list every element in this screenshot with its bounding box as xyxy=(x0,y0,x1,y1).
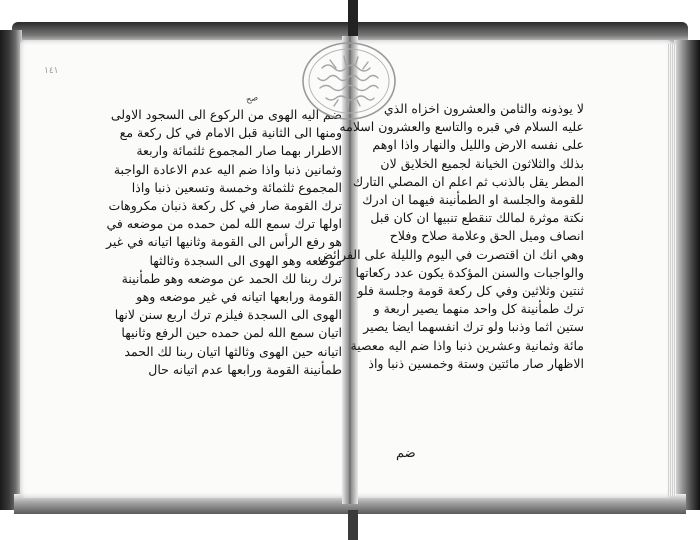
right-page-text-line: بذلك والثلاثون الخيانة لجميع الخلايق لان xyxy=(380,155,584,171)
catchword: ضم xyxy=(396,446,416,461)
right-page-text-line: ثنتين وثلاثين وفي كل ركعة قومة وجلسة فلو xyxy=(357,283,584,299)
spine-bottom-binding xyxy=(348,510,358,540)
left-page-text xyxy=(105,106,342,379)
left-page-text-line: طمأنينة القومة ورابعها عدم اتيانه حال xyxy=(148,361,342,377)
marginal-note: صح xyxy=(245,92,259,105)
left-page-text-line: ترك ربنا لك الحمد عن موضعه وهو طمأنينة xyxy=(121,270,342,286)
ownership-seal-stamp xyxy=(300,40,398,122)
left-page-text-line: ومنها الى الثانية قبل الامام في كل ركعة مع xyxy=(119,125,342,141)
left-page-text-line: ترك القومة صار في كل ركعة ذنبان مكروهات xyxy=(108,198,342,214)
right-page-text-line: وهي انك ان اقتصرت في اليوم والليلة على الفرائض xyxy=(317,246,584,262)
right-page-text-line: نكتة موثرة لمالك تنقطع تنبيها ان كان قبل xyxy=(370,210,584,226)
right-page-text-line: انصاف وميل الحق وعلامة صلاح وفلاح xyxy=(389,228,584,244)
book-right-cover xyxy=(674,40,700,510)
right-page-text-line: والواجبات والسنن المؤكدة يكون عدد ركعاتها xyxy=(355,264,584,280)
left-page-text-line: وثمانين ذنبا واذا ضم اليه عدم الاعادة الواجبة xyxy=(113,161,342,177)
right-page-text-line: الاظهار صار مائتين وستة وخمسين ذنبا واذ xyxy=(368,355,584,371)
left-page-text-line: الهوى الى السجدة فيلزم ترك اربع سنن لانها xyxy=(114,307,342,323)
left-page-text-line: الاطرار بهما صار المجموع ثلثمائة واربعة xyxy=(136,143,342,159)
right-page-text-line: مائة وثمانية وعشرين ذنبا واذا ضم اليه معصية xyxy=(350,337,584,353)
right-page-text-line: ترك طمأنينة كل واحد منهما يصير اربعة و xyxy=(373,301,584,317)
left-page-text-line: ضم اليه الهوى من الركوع الى السجود الاولى xyxy=(110,107,342,122)
right-page-text-line: المطر يقل بالذنب ثم اعلم ان المصلي التارك xyxy=(352,173,584,189)
left-page-text-line: موضعه وهو الهوى الى السجدة وثالثها xyxy=(149,252,342,268)
book-left-cover xyxy=(0,30,22,510)
right-page-text-line: للقومة والجلسة او الطمأنينة فيهما ان ادرك xyxy=(362,192,584,208)
right-page-text xyxy=(317,100,584,373)
left-page-text-line: المجموع ثلثمائة وخمسة وتسعين ذنبا واذا xyxy=(131,179,342,195)
left-page-text-line: اتيانه حين الهوى وثالثها اتيان ربنا لك الحمد xyxy=(124,343,342,359)
left-page-text-line: القومة ورابعها اتيانه في غير موضعه وهو xyxy=(136,289,342,305)
right-page-text-line: على نفسه الارض والليل والنهار واذا اوهم xyxy=(372,137,584,153)
right-page-text-line: لا يوذونه والثامن والعشرون اخزاه الذي xyxy=(383,101,584,116)
page-stack-edge xyxy=(668,44,676,496)
left-page-text-line: هو رفع الرأس الى القومة وثانيها اتيانه في غير xyxy=(105,234,342,250)
folio-number: ١٤١ xyxy=(44,66,59,76)
left-page-text-line: اتيان سمع الله لمن حمده حين الرفع وثانيها xyxy=(121,325,342,341)
right-page-text-line: ستين اثما وذنبا ولو ترك انفسهما ايضا يصير xyxy=(363,319,584,335)
spine-top-binding xyxy=(348,0,358,40)
right-page-text-line: عليه السلام في قبره والتاسع والعشرون اسلامه xyxy=(339,119,584,135)
left-page-text-line: اولها ترك سمع الله لمن حمده من موضعه في xyxy=(106,216,342,232)
